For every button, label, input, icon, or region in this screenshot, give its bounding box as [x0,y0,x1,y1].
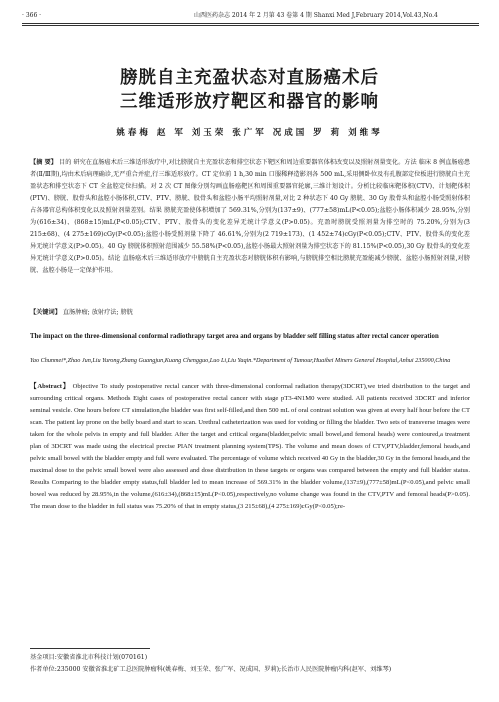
english-authors: Yao Chunmei*,Zhao Jun,Liu Yurong,Zhang Guangjun,Kuang Chengguo,Luo Li,Liu Yaqin.*Department of Tumour,Huaibei Miners General Hospital,Anhui 235000,China [30,357,451,364]
article-title-line-1: 膀胱自主充盈状态对直肠癌术后 [120,68,379,88]
abstract-text: 目的 研究在直肠癌术后三维适形放疗中,对比膀胱自主充盈状态和排空状态下靶区和周边重要器官体积改变以及照射剂量变化。方法 临床 8 例直肠癌患者(Ⅱ/Ⅲ期),均由术后病理确诊,无严重合并症,行三维适形放疗。CT 定位前 1 h,30 min 口服稀释造影剂各 500 mL,采用侧卧位及有孔腹部定位板进行膀胱自主充盈状态和排空状态下 CT 全盆腔定位扫描。对 2 次 CT 图像分别勾画直肠癌靶区和周围重要器官轮廓,三维计划设计。分析比较临床靶体积(CTV)、计划靶体积(PTV)、膀胱、股骨头和盆腔小肠体积,CTV、PTV、膀胱、股骨头和盆腔小肠平均照射剂量,对比 2 种状态下 40 Gy 膀胱、30 Gy 股骨头和盆腔小肠受照射体积占各器官总构体积变化以及照射剂量差别。结果 膀胱充盈使体积增加了 569.31%,分别为(137±9)、(777±58)mL(P<0.05);盆腔小肠体积减少 28.95%,分别为(616±34)、(868±15)mL(P<0.05);CTV、PTV、股骨头的变化差异无统计学意义(P>0.05)。充盈时膀胱受照剂量为排空时的 75.20%,分别为(3 215±68)、(4 275±169)cGy(P<0.05);盆腔小肠受照剂量下降了 46.61%,分别为(2 719±173)、(1 452±74)cGy(P<0.05);CTV、PTV、股骨头的变化差异无统计学意义(P>0.05)。40 Gy 膀胱体积照射范围减少 55.58%(P<0.05),盆腔小肠最大照射剂量为排空状态下的 81.15%(P<0.05),30 Gy 股骨头的变化差异无统计学意义(P>0.05)。结论 直肠癌术后三维适形放疗中膀胱自主充盈状态对膀胱体积有影响,与膀胱排空相比膀胱充盈能减少膀胱、盆腔小肠照射剂量,对膀胱、盆腔小肠是一定保护作用。 [30,159,471,274]
english-title: The impact on the three-dimensional conformal radiothrapy target area and organs by bladder self filling status after rectal cancer operation [30,333,439,340]
abstract-en-label: 【Abstract】 [30,383,71,390]
abstract-english [30,381,470,513]
article-title-line-2: 三维适形放疗靶区和器官的影响 [120,92,379,112]
footnote-rule [30,648,150,649]
abstract-label: 【摘 要】 [30,159,57,166]
abstract-en-text: Objective To study postoperative rectal cancer with three-dimensional conformal radiation therapy(3DCRT),we tried distribution to the target and surrounding critical organs. Methods Eight cases of postoperative rectal cancer with stage pT3-4N1M0 were studied. All patients received 3DCRT and inferior seminal vesicle. One hours before CT simulation,the bladder was first self-filled,and then 500 mL of oral contrast solution was given at every half hour before the CT scan. The patient lay prone on the belly board and start to scan. Urethral catheterization was used for voiding or filling the bladder. Two sets of transverse images were taken for the whole pelvis in empty and full bladder. After the target and critical organs(bladder,pelvic small bowel,and femoral heads) were contoured,a treatment plan of 3DCRT was made using the electrical precise PIAN treatment planning system(TPS). The volume and mean doses of CTV,PTV,bladder,femoral heads,and pelvic small bowel with the bladder empty and full were evaluated. The percentage of volume which received 40 Gy in the bladder,30 Gy in the femoral heads,and the maximal dose to the pelvic small bowel were also assessed and dose distribution in these targets or organs was compared between the empty and full bladder status. Results Comparing to the bladder empty status,full bladder led to mean increase of 569.31% in the bladder volume,(137±9),(777±58)mL(P<0.05),and pelvic small bowel was reduced by 28.95%,in the volume,(616±34),(868±15)mL(P<0.05),respectively,no volume change was found in the CTV,PTV and femoral heads(P>0.05). The mean dose to the bladder in full status was 75.20% of that in empty status,(3 215±68),(4 275±169)cGy(P<0.05);re- [30,383,470,510]
footnote-fund: 基金项目:安徽省淮北市科技计划(070161) [30,654,148,661]
keywords-label: 【关键词】 [30,309,61,316]
running-header [22,10,479,22]
keywords-chinese [30,307,470,319]
header-rule [22,23,479,24]
journal-info: 山西医药杂志 2014 年 2 月第 43 卷第 4 期 Shanxi Med J,February 2014,Vol.43,No.4 [194,12,438,19]
page-number: · 366 · [22,12,42,19]
footnote-author-unit: 作者单位:235000 安徽省淮北矿工总医院肿瘤科(姚春梅、刘玉荣、张广军、况成国、罗莉);长治市人民医院肿瘤内科(赵军、刘维琴) [30,666,392,673]
header-rule-thin [22,25,479,26]
author-list: 姚春梅 赵 军 刘玉荣 张广军 况成国 罗 莉 刘维琴 [116,128,383,138]
abstract-chinese [30,157,470,277]
keywords-text: 直肠肿瘤; 放射疗法; 膀胱 [62,309,133,316]
